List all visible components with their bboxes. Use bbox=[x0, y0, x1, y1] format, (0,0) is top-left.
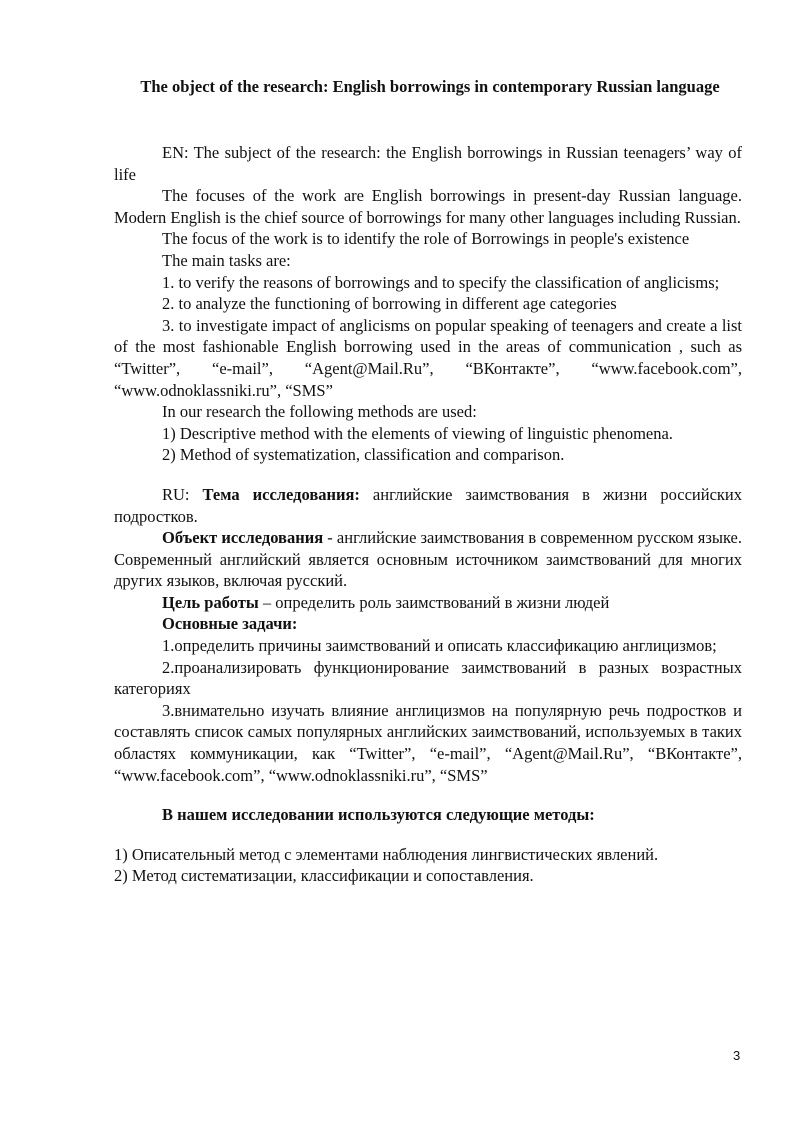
ru-task-item: 3.внимательно изучать влияние англицизмов на популярную речь подростков и составлять список самых популярных английских заимствований, используемых в таких областях коммуникации, как “Twitter”, “e-mail”, “Agent@Mail.Ru”, “ВКонтакте”, “www.facebook.com”, “www.odnoklassniki.ru”, “SMS” bbox=[114, 700, 742, 785]
en-tasks-heading: The main tasks are: bbox=[162, 250, 291, 270]
ru-theme-text: английские заимствования в жизни российских подростков. bbox=[114, 484, 743, 526]
ru-methods-heading: В нашем исследовании используются следующие методы: bbox=[162, 805, 595, 825]
en-subject: EN: The subject of the research: the English borrowings in Russian teenagers’ way of life bbox=[114, 143, 742, 184]
en-task-item: 1. to verify the reasons of borrowings and to specify the classification of anglicisms; bbox=[162, 272, 720, 292]
ru-object-label: Объект исследования bbox=[162, 528, 324, 548]
document-body bbox=[114, 142, 742, 887]
ru-goal-label: Цель работы bbox=[162, 592, 259, 612]
en-focus: The focus of the work is to identify the role of Borrowings in people's existence bbox=[162, 229, 690, 249]
ru-theme-paragraph bbox=[114, 484, 742, 527]
en-method-item: 2) Method of systematization, classification and comparison. bbox=[162, 445, 565, 465]
ru-method-item: 1) Описательный метод с элементами наблюдения лингвистических явлений. bbox=[114, 844, 659, 864]
ru-theme-label: Тема исследования: bbox=[202, 484, 360, 504]
ru-goal-text: – определить роль заимствований в жизни людей bbox=[258, 592, 610, 612]
ru-method-item: 2) Метод систематизации, классификации и сопоставления. bbox=[114, 866, 534, 886]
document-title: The object of the research: English borrowings in contemporary Russian language bbox=[140, 77, 720, 96]
page-number: 3 bbox=[733, 1048, 741, 1063]
ru-tasks-heading: Основные задачи: bbox=[162, 614, 298, 634]
en-focuses: The focuses of the work are English borrowings in present-day Russian language. Modern English is the chief source of borrowings for many other languages including Russian. bbox=[114, 186, 742, 227]
en-method-item: 1) Descriptive method with the elements of viewing of linguistic phenomena. bbox=[162, 423, 673, 443]
en-methods-heading: In our research the following methods are used: bbox=[162, 402, 477, 422]
ru-object-text: - английские заимствования в современном русском языке. Современный английский является основным источником заимствований для многих других языков, включая русский. bbox=[114, 528, 742, 591]
en-task-item: 2. to analyze the functioning of borrowing in different age categories bbox=[162, 294, 617, 314]
ru-task-item: 2.проанализировать функционирование заимствований в разных возрастных категориях bbox=[114, 657, 742, 699]
en-task-item: 3. to investigate impact of anglicisms on popular speaking of teenagers and create a list of the most fashionable English borrowing used in the areas of communication , such as “Twitter”, “e-mail”, “Agent@Mail.Ru”, “ВКонтакте”, “www.facebook.com”, “www.odnoklassniki.ru”, “SMS” bbox=[114, 315, 742, 400]
ru-prefix: RU: bbox=[162, 484, 203, 504]
ru-object-paragraph bbox=[114, 527, 742, 592]
ru-goal-paragraph bbox=[114, 592, 742, 614]
ru-task-item: 1.определить причины заимствований и описать классификацию англицизмов; bbox=[162, 636, 717, 656]
